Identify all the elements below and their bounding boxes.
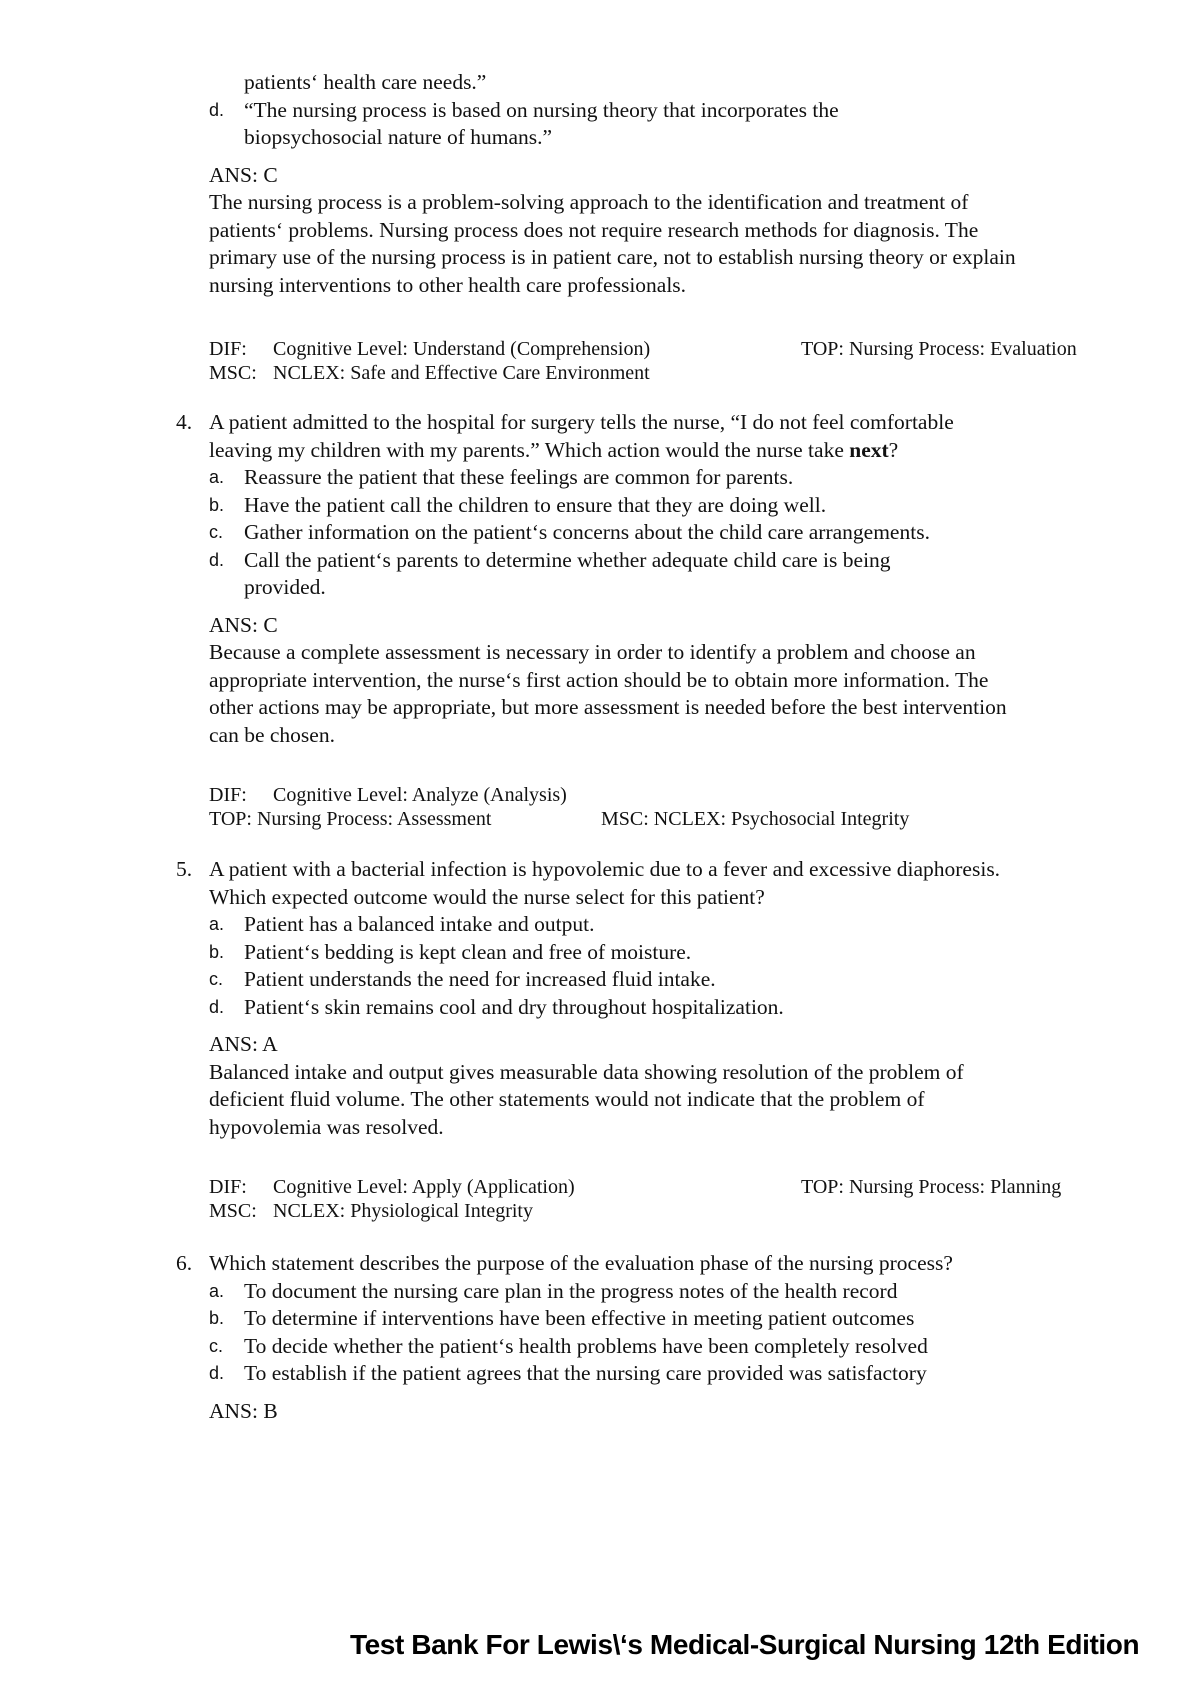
option-letter: b. [209, 494, 225, 515]
option-letter: c. [209, 1335, 224, 1356]
option-text: Patient‘s bedding is kept clean and free of moisture. [244, 939, 692, 964]
q3-metadata [209, 337, 1109, 385]
rationale-line: hypovolemia was resolved. [209, 1114, 444, 1139]
q5-option-a [209, 911, 1109, 939]
rationale-line: The nursing process is a problem-solving approach to the identification and treatment of [209, 190, 969, 214]
dif-key: DIF: [209, 1176, 247, 1198]
q4-rationale [209, 639, 1109, 749]
q4-stem-line2 [209, 437, 1109, 465]
option-text: Patient understands the need for increased fluid intake. [244, 967, 716, 991]
option-letter: b. [209, 941, 225, 962]
option-text: To decide whether the patient‘s health problems have been completely resolved [244, 1333, 928, 1358]
dif-key: DIF: [209, 784, 247, 806]
option-text: Gather information on the patient‘s concerns about the child care arrangements. [244, 520, 930, 544]
option-text: Have the patient call the children to ensure that they are doing well. [244, 492, 827, 517]
top-value: TOP: Nursing Process: Planning [801, 1176, 1062, 1198]
rationale-line: deficient fluid volume. The other statements would not indicate that the problem of [209, 1087, 925, 1111]
rationale-line: other actions may be appropriate, but more assessment is needed before the best intervention [209, 695, 1007, 719]
q6-block [176, 1250, 1109, 1425]
q4-option-b [209, 492, 1109, 520]
option-text: provided. [244, 575, 326, 599]
dif-value: Cognitive Level: Analyze (Analysis) [273, 784, 567, 806]
stem-text: ? [888, 437, 899, 462]
option-text: Patient‘s skin remains cool and dry throughout hospitalization. [244, 994, 784, 1019]
rationale-line: appropriate intervention, the nurse‘s first action should be to obtain more information. The [209, 667, 989, 692]
q5-metadata [209, 1175, 1109, 1223]
q4-option-c [209, 519, 1109, 547]
option-letter: b. [209, 1308, 225, 1328]
q3-block [209, 69, 1109, 299]
stem-text: leaving my children with my parents.” Which action would the nurse take [209, 437, 850, 462]
option-text: Call the patient‘s parents to determine whether adequate child care is being [244, 547, 891, 572]
q4-answer: ANS: C [209, 612, 278, 637]
q6-option-c [209, 1333, 1109, 1361]
option-letter: a. [209, 467, 225, 487]
footer-title: Test Bank For Lewis\‘s Medical-Surgical Nursing 12th Edition [350, 1629, 1140, 1660]
q6-option-d [209, 1360, 1109, 1388]
option-letter: c. [209, 969, 224, 989]
top-value: TOP: Nursing Process: Assessment [209, 808, 492, 830]
option-text: “The nursing process is based on nursing theory that incorporates the [244, 97, 839, 122]
q3-option-c-continuation: patients‘ health care needs.” [244, 70, 487, 94]
msc-value: NCLEX: Safe and Effective Care Environment [273, 362, 650, 384]
option-letter: a. [209, 914, 225, 934]
q5-stem: A patient with a bacterial infection is hypovolemic due to a fever and excessive diaphoresis. [209, 857, 1001, 881]
q6-stem: Which statement describes the purpose of the evaluation phase of the nursing process? [209, 1251, 953, 1275]
top-value: TOP: Nursing Process: Evaluation [801, 338, 1077, 360]
q4-block [176, 409, 1109, 749]
option-letter: c. [209, 522, 224, 542]
option-text: biopsychosocial nature of humans.” [244, 125, 553, 149]
option-letter: d. [209, 549, 225, 570]
q5-option-d [209, 994, 1109, 1022]
q4-option-d [209, 547, 1109, 602]
question-number: 6. [176, 1251, 193, 1275]
q5-stem-line2: Which expected outcome would the nurse select for this patient? [209, 884, 765, 909]
dif-value: Cognitive Level: Understand (Comprehension) [273, 338, 651, 360]
option-text: Reassure the patient that these feelings are common for parents. [244, 465, 794, 489]
stem-emphasis: next [849, 437, 889, 462]
q5-option-b [209, 939, 1109, 967]
option-letter: d. [209, 1363, 225, 1383]
msc-value: MSC: NCLEX: Psychosocial Integrity [601, 808, 910, 830]
option-text: Patient has a balanced intake and output. [244, 912, 595, 936]
q4-option-a [209, 464, 1109, 492]
q4-metadata [209, 783, 1109, 831]
msc-key: MSC: [209, 362, 257, 384]
dif-key: DIF: [209, 338, 247, 360]
question-number: 4. [176, 410, 193, 434]
option-text: To establish if the patient agrees that the nursing care provided was satisfactory [244, 1361, 927, 1385]
msc-key: MSC: [209, 1200, 257, 1222]
question-number: 5. [176, 857, 193, 881]
q5-block [176, 856, 1109, 1141]
q5-answer: ANS: A [209, 1032, 278, 1056]
q3-answer: ANS: C [209, 162, 278, 187]
option-text: To determine if interventions have been effective in meeting patient outcomes [244, 1306, 915, 1330]
option-letter: d. [209, 996, 225, 1017]
q4-stem: A patient admitted to the hospital for surgery tells the nurse, “I do not feel comfortable [209, 410, 954, 434]
rationale-line: nursing interventions to other health care professionals. [209, 272, 687, 297]
q6-option-b [209, 1305, 1109, 1333]
rationale-line: can be chosen. [209, 722, 335, 747]
option-text: To document the nursing care plan in the progress notes of the health record [244, 1278, 898, 1303]
rationale-line: patients‘ problems. Nursing process does not require research methods for diagnosis. The [209, 217, 979, 242]
rationale-line: Because a complete assessment is necessary in order to identify a problem and choose an [209, 640, 976, 664]
q5-option-c [209, 966, 1109, 994]
q6-answer: ANS: B [209, 1398, 278, 1423]
dif-value: Cognitive Level: Apply (Application) [273, 1176, 575, 1198]
option-letter: d. [209, 99, 225, 120]
q6-option-a [209, 1278, 1109, 1306]
q5-rationale [209, 1059, 1109, 1142]
q3-option-d [209, 97, 1109, 152]
rationale-line: Balanced intake and output gives measurable data showing resolution of the problem of [209, 1059, 964, 1084]
q3-rationale [209, 189, 1109, 299]
rationale-line: primary use of the nursing process is in patient care, not to establish nursing theory or explain [209, 245, 1016, 269]
option-letter: a. [209, 1280, 225, 1301]
msc-value: NCLEX: Physiological Integrity [273, 1200, 533, 1222]
